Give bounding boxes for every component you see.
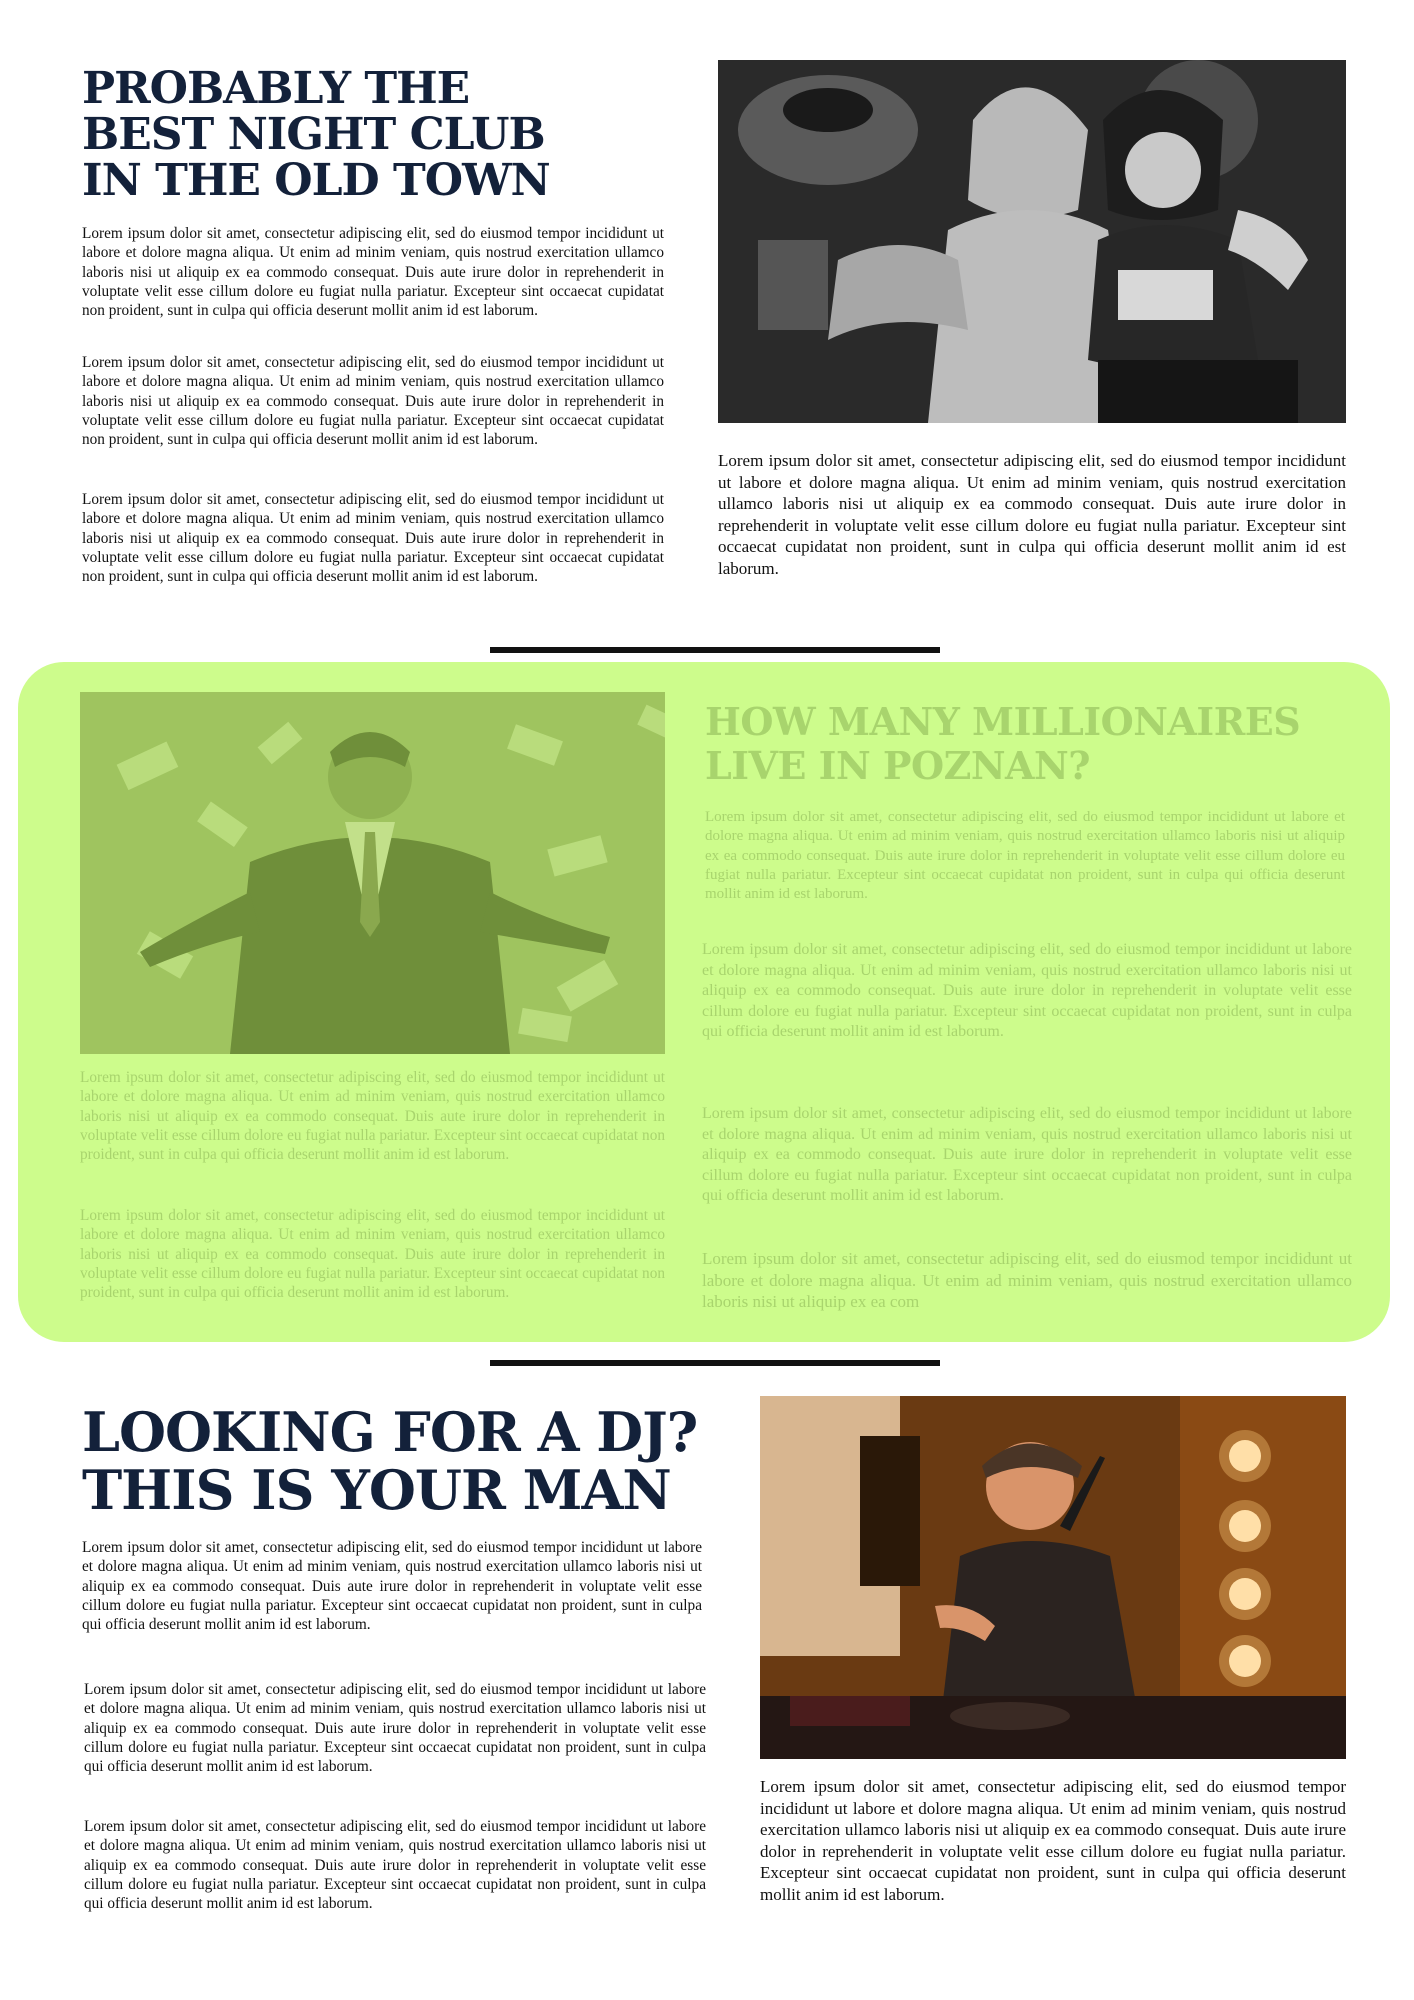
section1-paragraph-1: Lorem ipsum dolor sit amet, consectetur adipiscing elit, sed do eiusmod tempor incididunt ut labore et dolore magna aliqua. Ut enim ad minim veniam, quis nostrud exercitation ullamco laboris nisi ut aliquip ex ea commodo consequat. Duis aute irure dolor in reprehenderit in voluptate velit esse cillum dolore eu fugiat nulla pariatur. Excepteur sint occaecat cupidatat non proident, sunt in culpa qui officia deserunt mollit anim id est laborum. (82, 225, 664, 320)
section3-title-line-2: THIS IS YOUR MAN (82, 1458, 671, 1522)
money-rain-photo (80, 692, 665, 1054)
section2-title: HOW MANY MILLIONAIRES LIVE IN POZNAN? (705, 699, 1301, 788)
section1-title: PROBABLY THE BEST NIGHT CLUB IN THE OLD TOWN (82, 63, 550, 206)
section3-paragraph-3: Lorem ipsum dolor sit amet, consectetur adipiscing elit, sed do eiusmod tempor incididunt ut labore et dolore magna aliqua. Ut enim ad minim veniam, quis nostrud exercitation ullamco laboris nisi ut aliquip ex ea commodo consequat. Duis aute irure dolor in reprehenderit in voluptate velit esse cillum dolore eu fugiat nulla pariatur. Excepteur sint occaecat cupidatat non proident, sunt in culpa qui officia deserunt mollit anim id est laborum. (84, 1818, 706, 1913)
section1-caption: Lorem ipsum dolor sit amet, consectetur adipiscing elit, sed do eiusmod tempor incididunt ut labore et dolore magna aliqua. Ut enim ad minim veniam, quis nostrud exercitation ullamco laboris nisi ut aliquip ex ea commodo consequat. Duis aute irure dolor in reprehenderit in voluptate velit esse cillum dolore eu fugiat nulla pariatur. Excepteur sint occaecat cupidatat non proident, sunt in culpa qui officia deserunt mollit anim id est laborum. (718, 451, 1346, 578)
section2-left-paragraph-2: Lorem ipsum dolor sit amet, consectetur adipiscing elit, sed do eiusmod tempor incididunt ut labore et dolore magna aliqua. Ut enim ad minim veniam, quis nostrud exercitation ullamco laboris nisi ut aliquip ex ea commodo consequat. Duis aute irure dolor in reprehenderit in voluptate velit esse cillum dolore eu fugiat nulla pariatur. Excepteur sint occaecat cupidatat non proident, sunt in culpa qui officia deserunt mollit anim id est laborum. (80, 1207, 665, 1302)
section1-paragraph-3: Lorem ipsum dolor sit amet, consectetur adipiscing elit, sed do eiusmod tempor incididunt ut labore et dolore magna aliqua. Ut enim ad minim veniam, quis nostrud exercitation ullamco laboris nisi ut aliquip ex ea commodo consequat. Duis aute irure dolor in reprehenderit in voluptate velit esse cillum dolore eu fugiat nulla pariatur. Excepteur sint occaecat cupidatat non proident, sunt in culpa qui officia deserunt mollit anim id est laborum. (82, 491, 664, 586)
section1-paragraph-2: Lorem ipsum dolor sit amet, consectetur adipiscing elit, sed do eiusmod tempor incididunt ut labore et dolore magna aliqua. Ut enim ad minim veniam, quis nostrud exercitation ullamco laboris nisi ut aliquip ex ea commodo consequat. Duis aute irure dolor in reprehenderit in voluptate velit esse cillum dolore eu fugiat nulla pariatur. Excepteur sint occaecat cupidatat non proident, sunt in culpa qui officia deserunt mollit anim id est laborum. (82, 354, 664, 449)
divider-bottom (490, 1360, 940, 1366)
section3-caption: Lorem ipsum dolor sit amet, consectetur adipiscing elit, sed do eiusmod tempor incididunt ut labore et dolore magna aliqua. Ut enim ad minim veniam, quis nostrud exercitation ullamco laboris nisi ut aliquip ex ea commodo consequat. Duis aute irure dolor in reprehenderit in voluptate velit esse cillum dolore eu fugiat nulla pariatur. Excepteur sint occaecat cupidatat non proident, sunt in culpa qui officia deserunt mollit anim id est laborum. (760, 1777, 1346, 1904)
nightclub-photo (718, 60, 1346, 423)
section2-right-paragraph-4: Lorem ipsum dolor sit amet, consectetur adipiscing elit, sed do eiusmod tempor incididunt ut labore et dolore magna aliqua. Ut enim ad minim veniam, quis nostrud exercitation ullamco laboris nisi ut aliquip ex ea com (702, 1249, 1352, 1311)
section2-left-paragraph-1: Lorem ipsum dolor sit amet, consectetur adipiscing elit, sed do eiusmod tempor incididunt ut labore et dolore magna aliqua. Ut enim ad minim veniam, quis nostrud exercitation ullamco laboris nisi ut aliquip ex ea commodo consequat. Duis aute irure dolor in reprehenderit in voluptate velit esse cillum dolore eu fugiat nulla pariatur. Excepteur sint occaecat cupidatat non proident, sunt in culpa qui officia deserunt mollit anim id est laborum. (80, 1069, 665, 1164)
section3-paragraph-1: Lorem ipsum dolor sit amet, consectetur adipiscing elit, sed do eiusmod tempor incididunt ut labore et dolore magna aliqua. Ut enim ad minim veniam, quis nostrud exercitation ullamco laboris nisi ut aliquip ex ea commodo consequat. Duis aute irure dolor in reprehenderit in voluptate velit esse cillum dolore eu fugiat nulla pariatur. Excepteur sint occaecat cupidatat non proident, sunt in culpa qui officia deserunt mollit anim id est laborum. (82, 1539, 702, 1634)
section2-right-paragraph-1: Lorem ipsum dolor sit amet, consectetur adipiscing elit, sed do eiusmod tempor incididunt ut labore et dolore magna aliqua. Ut enim ad minim veniam, quis nostrud exercitation ullamco laboris nisi ut aliquip ex ea commodo consequat. Duis aute irure dolor in reprehenderit in voluptate velit esse cillum dolore eu fugiat nulla pariatur. Excepteur sint occaecat cupidatat non proident, sunt in culpa qui officia deserunt mollit anim id est laborum. (705, 809, 1345, 903)
section2-right-paragraph-3: Lorem ipsum dolor sit amet, consectetur adipiscing elit, sed do eiusmod tempor incididunt ut labore et dolore magna aliqua. Ut enim ad minim veniam, quis nostrud exercitation ullamco laboris nisi ut aliquip ex ea commodo consequat. Duis aute irure dolor in reprehenderit in voluptate velit esse cillum dolore eu fugiat nulla pariatur. Excepteur sint occaecat cupidatat non proident, sunt in culpa qui officia deserunt mollit anim id est laborum. (702, 1105, 1352, 1204)
dj-photo (760, 1396, 1346, 1759)
section3-paragraph-2: Lorem ipsum dolor sit amet, consectetur adipiscing elit, sed do eiusmod tempor incididunt ut labore et dolore magna aliqua. Ut enim ad minim veniam, quis nostrud exercitation ullamco laboris nisi ut aliquip ex ea commodo consequat. Duis aute irure dolor in reprehenderit in voluptate velit esse cillum dolore eu fugiat nulla pariatur. Excepteur sint occaecat cupidatat non proident, sunt in culpa qui officia deserunt mollit anim id est laborum. (84, 1681, 706, 1776)
section3-title-line-1: LOOKING FOR A DJ? (82, 1400, 698, 1464)
section2-right-paragraph-2: Lorem ipsum dolor sit amet, consectetur adipiscing elit, sed do eiusmod tempor incididunt ut labore et dolore magna aliqua. Ut enim ad minim veniam, quis nostrud exercitation ullamco laboris nisi ut aliquip ex ea commodo consequat. Duis aute irure dolor in reprehenderit in voluptate velit esse cillum dolore eu fugiat nulla pariatur. Excepteur sint occaecat cupidatat non proident, sunt in culpa qui officia deserunt mollit anim id est laborum. (702, 941, 1352, 1040)
divider-top (490, 647, 940, 653)
